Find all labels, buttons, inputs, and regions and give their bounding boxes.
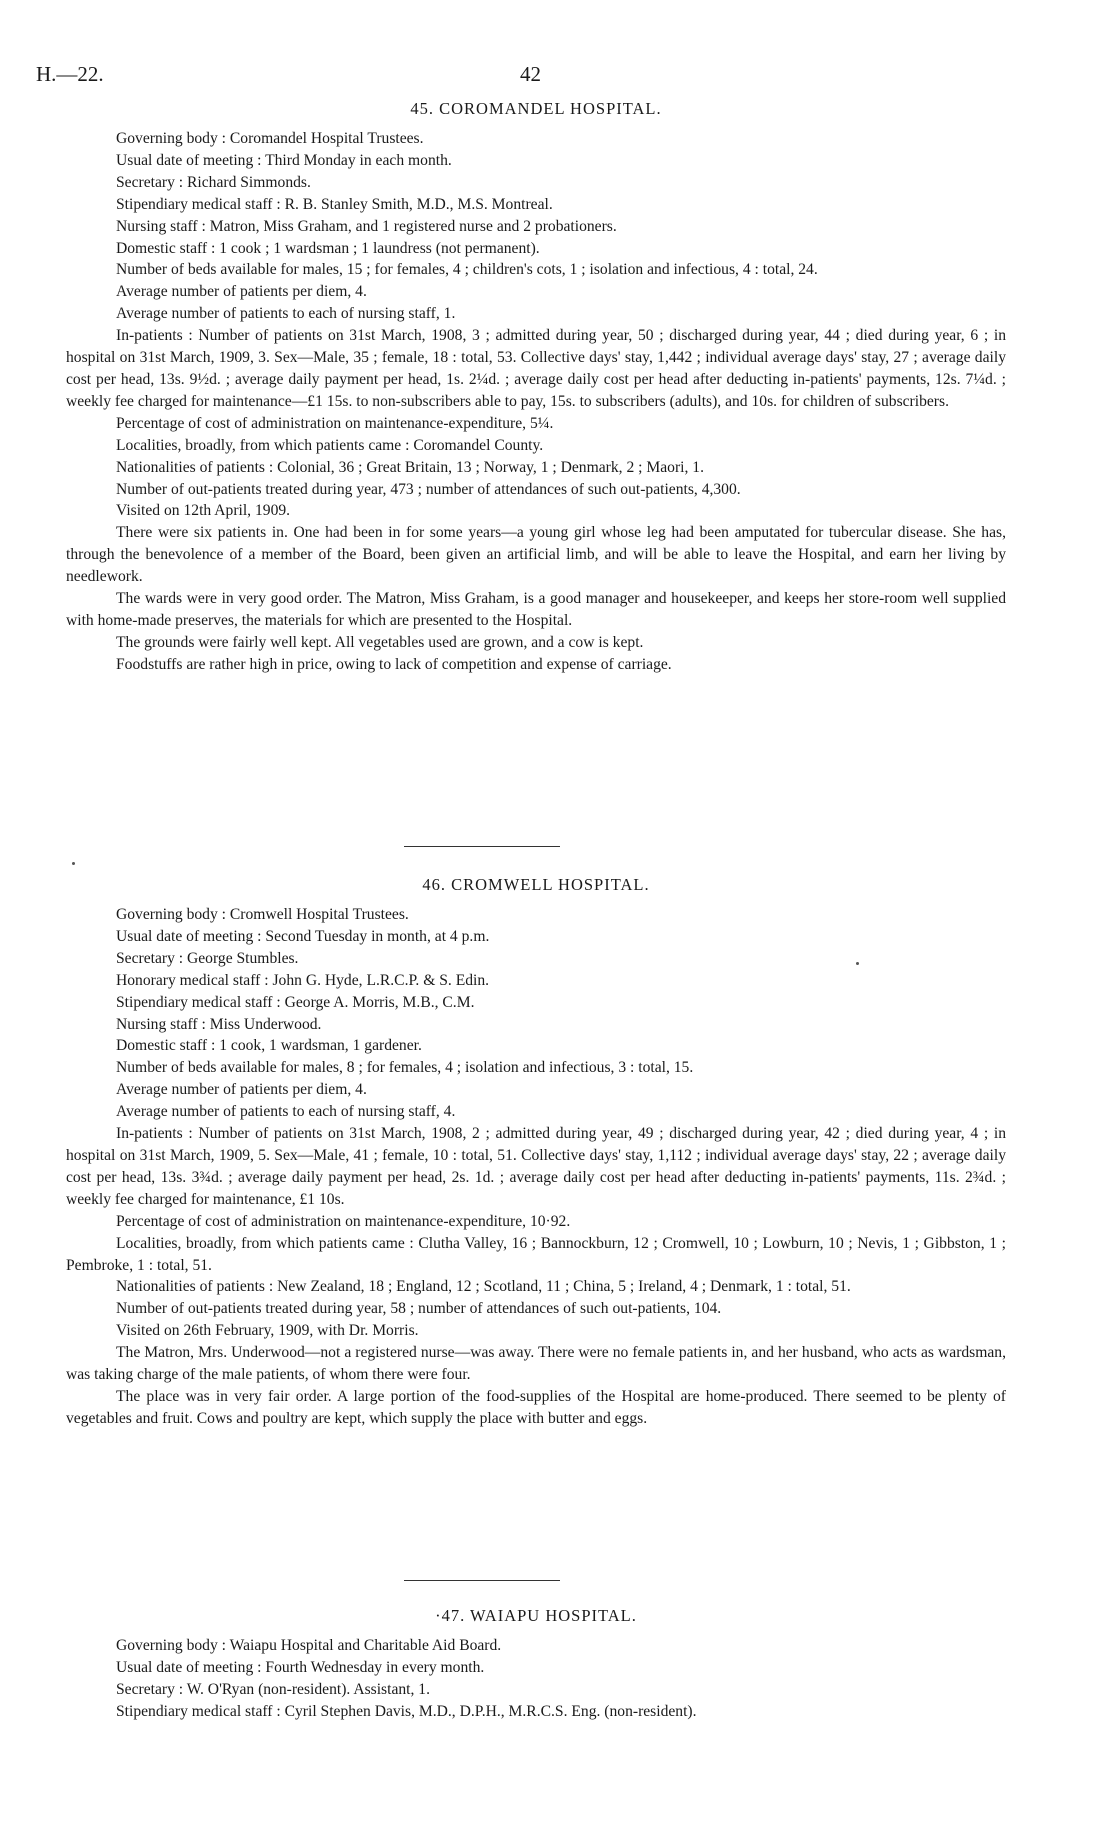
- paragraph: Average number of patients per diem, 4.: [116, 283, 367, 301]
- running-header: [0, 62, 1114, 94]
- document-reference: H.—22.: [36, 62, 104, 86]
- section-coromandel-hospital: [66, 98, 1006, 676]
- section-cromwell-hospital: [66, 874, 1006, 1430]
- paragraph: Usual date of meeting : Third Monday in each month.: [116, 151, 452, 169]
- paragraph: The Matron, Mrs. Underwood—not a registered nurse—was away. There were no female patients in, and her husband, who acts as wardsman, was taking charge of the male patients, of whom there were four.: [66, 1344, 1006, 1384]
- section-waiapu-hospital: [66, 1605, 1006, 1723]
- paragraph: Average number of patients to each of nursing staff, 4.: [116, 1103, 456, 1121]
- section-title: 46. CROMWELL HOSPITAL.: [422, 875, 650, 894]
- paragraph: Secretary : Richard Simmonds.: [116, 173, 311, 191]
- paragraph: Governing body : Coromandel Hospital Trustees.: [116, 130, 424, 147]
- paragraph: Secretary : George Stumbles.: [116, 949, 299, 967]
- page-number: 42: [520, 62, 541, 86]
- section-divider: [404, 846, 560, 847]
- paragraph: Nationalities of patients : New Zealand, 18 ; England, 12 ; Scotland, 11 ; China, 5 ; Ireland, 4 ; Denmark, 1 : total, 51.: [116, 1278, 851, 1296]
- paragraph: Foodstuffs are rather high in price, owing to lack of competition and expense of carriage.: [116, 655, 672, 673]
- paragraph: Nationalities of patients : Colonial, 36 ; Great Britain, 13 ; Norway, 1 ; Denmark, 2 ; Maori, 1.: [116, 458, 704, 476]
- paragraph: Number of beds available for males, 15 ; for females, 4 ; children's cots, 1 ; isolation and infectious, 4 : total, 24.: [116, 261, 818, 279]
- paragraph: Localities, broadly, from which patients came : Coromandel County.: [116, 436, 544, 454]
- paragraph: The grounds were fairly well kept. All vegetables used are grown, and a cow is kept.: [116, 633, 644, 651]
- paragraph: Honorary medical staff : John G. Hyde, L.R.C.P. & S. Edin.: [116, 971, 490, 989]
- paragraph: Domestic staff : 1 cook ; 1 wardsman ; 1 laundress (not permanent).: [116, 239, 540, 257]
- paragraph: Stipendiary medical staff : George A. Morris, M.B., C.M.: [116, 993, 475, 1011]
- paragraph: Usual date of meeting : Second Tuesday in month, at 4 p.m.: [116, 927, 490, 945]
- paragraph: Domestic staff : 1 cook, 1 wardsman, 1 gardener.: [116, 1037, 422, 1055]
- paragraph: Visited on 26th February, 1909, with Dr. Morris.: [116, 1322, 419, 1340]
- paragraph: Percentage of cost of administration on maintenance-expenditure, 5¼.: [116, 414, 554, 432]
- paragraph: Number of beds available for males, 8 ; for females, 4 ; isolation and infectious, 3 : total, 15.: [116, 1059, 694, 1077]
- paragraph: Visited on 12th April, 1909.: [116, 502, 291, 520]
- paragraph: Usual date of meeting : Fourth Wednesday in every month.: [116, 1658, 485, 1676]
- print-speck: [856, 962, 859, 965]
- paragraph: In-patients : Number of patients on 31st March, 1908, 3 ; admitted during year, 50 ; discharged during year, 44 ; died during year, 6 ; in hospital on 31st March, 1909, 3. Sex—Male, 35 ; female, 18 : total, 53. Collective days' stay, 1,442 ; individual average days' stay, 27 ; average daily cost per head, 13s. 9½d. ; average daily payment per head, 1s. 2¼d. ; average daily cost per head after deducting in-patients' payments, 12s. 7¼d. ; weekly fee charged for maintenance—£1 15s. to non-subscribers able to pay, 15s. to subscribers (adults), and 10s. for children of subscribers.: [66, 327, 1006, 410]
- paragraph: Number of out-patients treated during year, 473 ; number of attendances of such out-patients, 4,300.: [116, 480, 741, 498]
- paragraph: Nursing staff : Matron, Miss Graham, and 1 registered nurse and 2 probationers.: [116, 217, 617, 235]
- section-title: ·47. WAIAPU HOSPITAL.: [435, 1606, 637, 1625]
- paragraph: Nursing staff : Miss Underwood.: [116, 1015, 322, 1033]
- section-divider: [404, 1580, 560, 1581]
- paragraph: Percentage of cost of administration on maintenance-expenditure, 10·92.: [116, 1212, 571, 1230]
- paragraph: Governing body : Cromwell Hospital Trustees.: [116, 906, 409, 923]
- paragraph: There were six patients in. One had been in for some years—a young girl whose leg had been amputated for tubercular disease. She has, through the benevolence of a member of the Board, been given an artificial limb, and will be able to leave the Hospital, and earn her living by needlework.: [66, 524, 1006, 586]
- paragraph: Stipendiary medical staff : Cyril Stephen Davis, M.D., D.P.H., M.R.C.S. Eng. (non-resident).: [116, 1702, 697, 1720]
- paragraph: The place was in very fair order. A large portion of the food-supplies of the Hospital are home-produced. There seemed to be plenty of vegetables and fruit. Cows and poultry are kept, which supply the place with butter and eggs.: [66, 1387, 1006, 1427]
- paragraph: Average number of patients to each of nursing staff, 1.: [116, 305, 456, 323]
- paragraph: Average number of patients per diem, 4.: [116, 1081, 367, 1099]
- paragraph: Secretary : W. O'Ryan (non-resident). Assistant, 1.: [116, 1680, 431, 1698]
- print-speck: [72, 862, 75, 865]
- paragraph: Localities, broadly, from which patients came : Clutha Valley, 16 ; Bannockburn, 12 ; Cromwell, 10 ; Lowburn, 10 ; Nevis, 1 ; Gibbston, 1 ; Pembroke, 1 : total, 51.: [66, 1234, 1006, 1274]
- paragraph: Number of out-patients treated during year, 58 ; number of attendances of such out-patients, 104.: [116, 1300, 722, 1318]
- paragraph: Stipendiary medical staff : R. B. Stanley Smith, M.D., M.S. Montreal.: [116, 195, 553, 213]
- section-title: 45. COROMANDEL HOSPITAL.: [410, 99, 662, 118]
- paragraph: Governing body : Waiapu Hospital and Charitable Aid Board.: [116, 1637, 502, 1654]
- paragraph: The wards were in very good order. The Matron, Miss Graham, is a good manager and housekeeper, and keeps her store-room well supplied with home-made preserves, the materials for which are presented to the Hospital.: [66, 590, 1006, 629]
- paragraph: In-patients : Number of patients on 31st March, 1908, 2 ; admitted during year, 49 ; discharged during year, 42 ; died during year, 4 ; in hospital on 31st March, 1909, 5. Sex—Male, 41 ; female, 10 : total, 51. Collective days' stay, 1,112 ; individual average days' stay, 22 ; average daily cost per head, 13s. 3¾d. ; average daily payment per head, 2s. 1d. ; average daily cost per head after deducting in-patients' payments, 11s. 2¾d. ; weekly fee charged for maintenance, £1 10s.: [66, 1125, 1006, 1208]
